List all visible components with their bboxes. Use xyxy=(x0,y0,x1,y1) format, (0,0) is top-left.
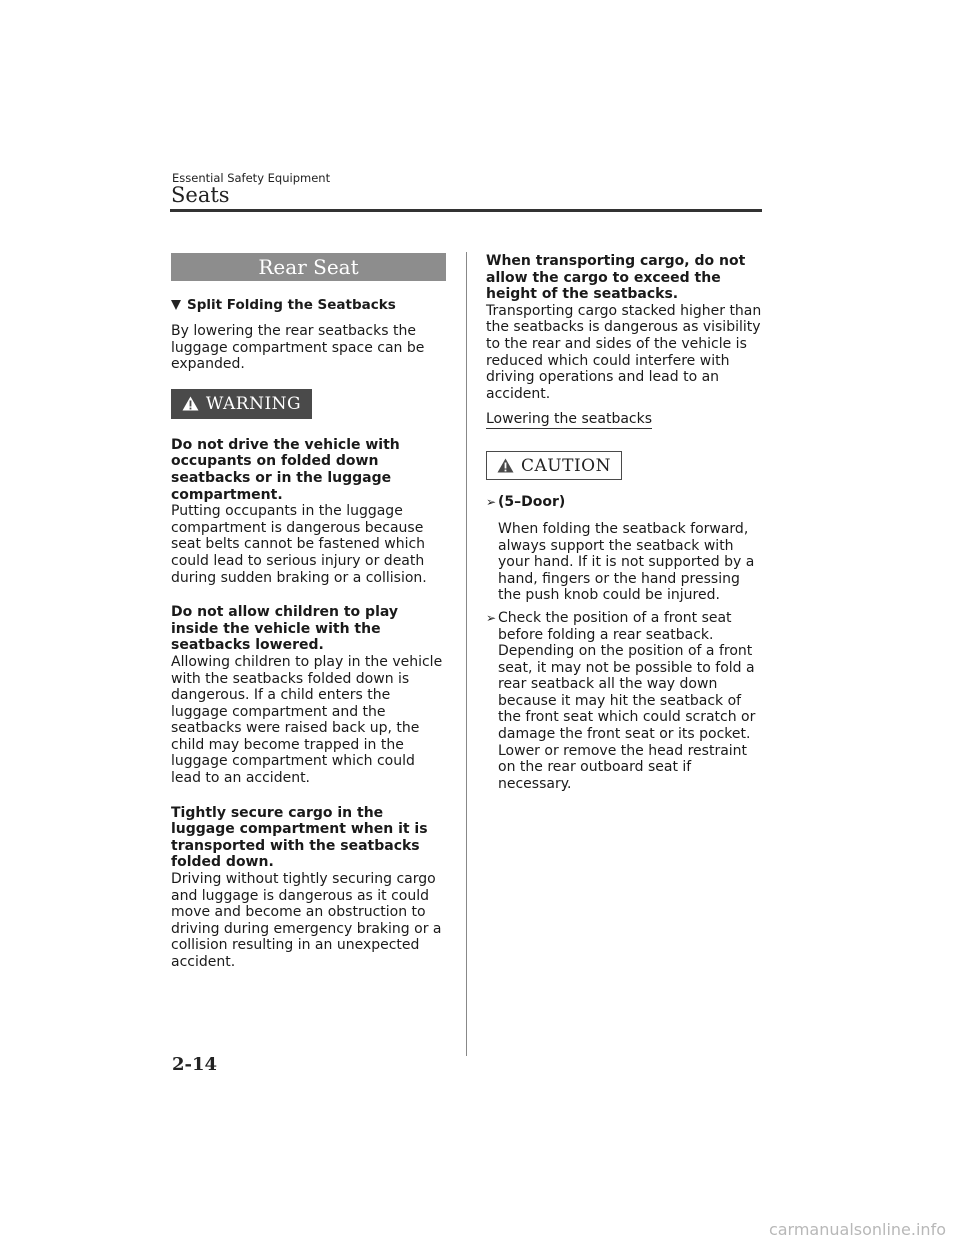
arrowhead-bullet-icon: ➢ xyxy=(486,495,497,510)
warning-1-body: Putting occupants in the luggage compartment is dangerous because seat belts cannot be fastened which could lead to serious injury or death during sudden braking or a collision. xyxy=(171,503,427,586)
warning-label: WARNING xyxy=(205,393,302,414)
alert-triangle-icon xyxy=(497,458,514,473)
caution-bullet-2-body: Check the position of a front seat before folding a rear seatback. Depending on the position of a front seat, it may not be possible to fold a rear seatback all the way down because it may hit the seatback of the front seat which could scratch or damage the front seat or its pocket. Lower or remove the head restraint on the rear outboard seat if necessary. xyxy=(498,609,756,792)
header-rule xyxy=(170,209,762,212)
caution-bullet-2 xyxy=(486,610,766,793)
warning-3-heading: Tightly secure cargo in the luggage compartment when it is transported with the seatbacks folded down. xyxy=(171,804,428,871)
section-title-bar: Rear Seat xyxy=(171,253,446,281)
header-title: Seats xyxy=(171,183,230,207)
caution-bullet-1-body: When folding the seatback forward, always support the seatback with your hand. If it is not supported by a hand, fingers or the hand pressing the push knob could be injured. xyxy=(498,520,755,604)
caution-label: CAUTION xyxy=(521,455,611,476)
intro-text: By lowering the rear seatbacks the luggage compartment space can be expanded. xyxy=(171,323,425,373)
caution-bullet-1 xyxy=(486,494,766,604)
subheading xyxy=(171,297,448,313)
column-divider xyxy=(466,252,467,1056)
warning-2-body: Allowing children to play in the vehicle with the seatbacks folded down is dangerous. If a child enters the luggage compartment and the seatbacks were raised back up, the child may become trapped in the luggage compartment which could lead to an accident. xyxy=(171,653,443,787)
arrowhead-bullet-icon: ➢ xyxy=(486,610,497,625)
page-number: 2-14 xyxy=(172,1054,218,1075)
header-chapter: Essential Safety Equipment xyxy=(172,171,331,185)
triangle-down-icon xyxy=(171,300,181,310)
lowering-heading: Lowering the seatbacks xyxy=(486,411,653,428)
warning-4-heading: When transporting cargo, do not allow the cargo to exceed the height of the seatbacks. xyxy=(486,253,746,303)
left-column xyxy=(171,253,448,971)
caution-badge xyxy=(486,451,622,480)
warning-badge xyxy=(171,389,312,419)
subheading-text: Split Folding the Seatbacks xyxy=(187,297,396,313)
warning-4-body: Transporting cargo stacked higher than the seatbacks is dangerous as visibility to the rear and sides of the vehicle is reduced which could interfere with driving operations and lead to an accident. xyxy=(486,302,762,402)
warning-3-body: Driving without tightly securing cargo and luggage is dangerous as it could move and become an obstruction to driving during emergency braking or a collision resulting in an unexpected accident. xyxy=(171,871,442,970)
caution-bullet-1-title: (5–Door) xyxy=(498,494,566,511)
warning-1-heading: Do not drive the vehicle with occupants on folded down seatbacks or in the luggage compartment. xyxy=(171,436,400,503)
warning-2-heading: Do not allow children to play inside the vehicle with the seatbacks lowered. xyxy=(171,604,399,654)
watermark: carmanualsonline.info xyxy=(768,1220,946,1239)
right-column xyxy=(486,253,766,792)
alert-triangle-icon xyxy=(182,396,199,411)
